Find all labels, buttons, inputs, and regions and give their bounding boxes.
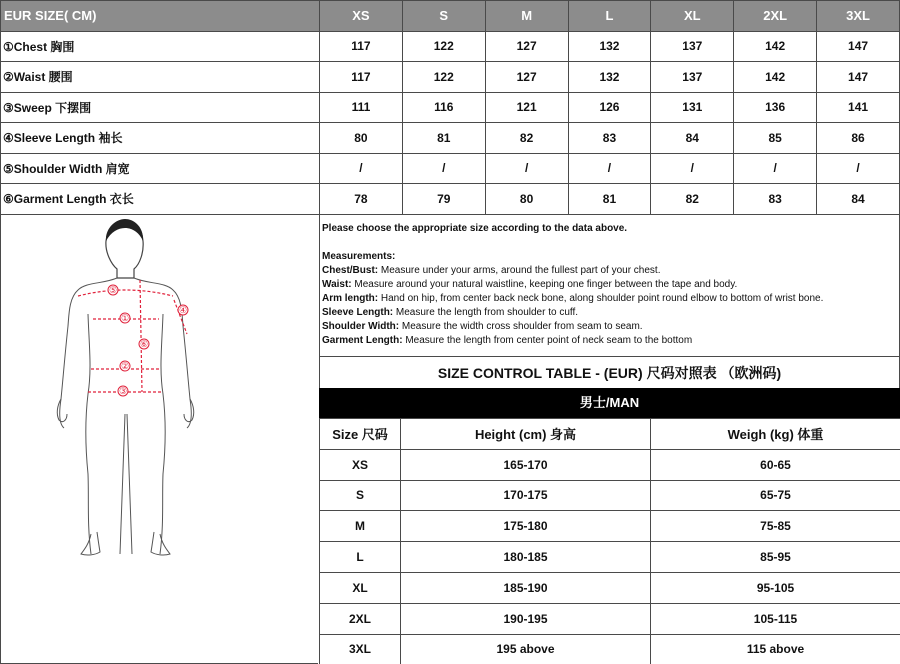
measurement-value: 80: [485, 184, 568, 215]
measurement-row: [1, 92, 900, 123]
measurements-heading: Measurements:: [322, 251, 396, 262]
measurement-value: 137: [651, 31, 734, 62]
weight-cell: 115 above: [651, 634, 900, 664]
figure-marker-3: ③: [118, 386, 128, 396]
figure-marker-2: ②: [120, 361, 130, 371]
height-cell: 185-190: [401, 572, 651, 603]
size-col-header: S: [402, 1, 485, 32]
table-row: [320, 603, 900, 634]
weight-cell: 60-65: [651, 449, 900, 480]
measurement-value: /: [651, 153, 734, 184]
measurement-value: 85: [734, 123, 817, 154]
measurement-value: 79: [402, 184, 485, 215]
measurement-value: 147: [817, 31, 900, 62]
measurement-value: /: [817, 153, 900, 184]
size-col-header: L: [568, 1, 651, 32]
measurement-row: [1, 184, 900, 215]
measurement-label: ③Sweep 下摆围: [1, 92, 320, 123]
measurement-row: [1, 31, 900, 62]
measurement-value: 84: [651, 123, 734, 154]
note-term: Garment Length:: [322, 335, 403, 346]
height-cell: 180-185: [401, 542, 651, 573]
table-row: [320, 572, 900, 603]
table-row: [320, 449, 900, 480]
size-cell: 2XL: [320, 603, 401, 634]
figure-marker-5: ⑤: [108, 285, 118, 295]
measurement-value: 82: [651, 184, 734, 215]
note-line: [322, 320, 899, 334]
measurement-value: /: [402, 153, 485, 184]
note-line: [322, 292, 899, 306]
measurement-value: 132: [568, 62, 651, 93]
size-control-title: SIZE CONTROL TABLE - (EUR) 尺码对照表 （欧洲码): [319, 356, 900, 388]
height-cell: 175-180: [401, 511, 651, 542]
measurement-value: /: [734, 153, 817, 184]
note-text: Measure the width cross shoulder from seam to seam.: [399, 321, 643, 332]
size-cell: S: [320, 480, 401, 511]
weight-cell: 95-105: [651, 572, 900, 603]
measurement-value: 127: [485, 62, 568, 93]
measurement-value: 80: [320, 123, 403, 154]
measurement-value: 78: [320, 184, 403, 215]
size-header-label: EUR SIZE( CM): [1, 1, 320, 32]
note-term: Sleeve Length:: [322, 307, 394, 318]
column-header: Size 尺码: [320, 419, 401, 450]
size-col-header: XL: [651, 1, 734, 32]
measurement-value: /: [568, 153, 651, 184]
table-row: [320, 511, 900, 542]
size-cell: XS: [320, 449, 401, 480]
weight-cell: 65-75: [651, 480, 900, 511]
column-header: Height (cm) 身高: [401, 419, 651, 450]
size-control-table: [319, 418, 900, 664]
measurement-value: 142: [734, 31, 817, 62]
size-col-header: 3XL: [817, 1, 900, 32]
figure-marker-6: ⑥: [139, 339, 149, 349]
note-term: Arm length:: [322, 293, 379, 304]
measurement-value: 137: [651, 62, 734, 93]
measurement-label: ⑤Shoulder Width 肩宽: [1, 153, 320, 184]
measurement-value: 141: [817, 92, 900, 123]
note-line: [322, 334, 899, 348]
measurement-value: 132: [568, 31, 651, 62]
measurement-value: 121: [485, 92, 568, 123]
measurement-value: 81: [568, 184, 651, 215]
measurement-value: 83: [734, 184, 817, 215]
measurement-row: [1, 123, 900, 154]
note-line: [322, 306, 899, 320]
size-col-header: 2XL: [734, 1, 817, 32]
size-cell: L: [320, 542, 401, 573]
measurement-label: ④Sleeve Length 袖长: [1, 123, 320, 154]
measurement-notes: [319, 214, 900, 356]
measurement-value: 82: [485, 123, 568, 154]
measurement-value: 81: [402, 123, 485, 154]
measurement-label: ①Chest 胸围: [1, 31, 320, 62]
figure-marker-1: ①: [120, 313, 130, 323]
measurement-row: [1, 62, 900, 93]
note-text: Measure the length from center point of neck seam to the bottom: [402, 335, 693, 346]
table-row: [320, 542, 900, 573]
size-cell: M: [320, 511, 401, 542]
measurement-value: 117: [320, 31, 403, 62]
measurement-value: /: [485, 153, 568, 184]
weight-cell: 105-115: [651, 603, 900, 634]
note-text: Measure the length from shoulder to cuff.: [393, 307, 579, 318]
measurement-row: [1, 153, 900, 184]
note-term: Chest/Bust:: [322, 265, 379, 276]
measurement-value: 84: [817, 184, 900, 215]
height-cell: 165-170: [401, 449, 651, 480]
measurement-value: 117: [320, 62, 403, 93]
weight-cell: 75-85: [651, 511, 900, 542]
table-row: [320, 480, 900, 511]
measurement-value: 147: [817, 62, 900, 93]
measurement-value: 142: [734, 62, 817, 93]
size-cell: XL: [320, 572, 401, 603]
note-text: Measure under your arms, around the fullest part of your chest.: [378, 265, 661, 276]
size-col-header: XS: [320, 1, 403, 32]
measurement-value: 122: [402, 31, 485, 62]
weight-cell: 85-95: [651, 542, 900, 573]
note-text: Measure around your natural waistline, keeping one finger between the tape and body.: [351, 279, 738, 290]
note-line: [322, 278, 899, 292]
measurement-value: 116: [402, 92, 485, 123]
measurement-value: 131: [651, 92, 734, 123]
note-line: [322, 264, 899, 278]
size-header-row: [1, 1, 900, 32]
size-col-header: M: [485, 1, 568, 32]
size-cell: 3XL: [320, 634, 401, 664]
table-row: [320, 634, 900, 664]
column-header: Weigh (kg) 体重: [651, 419, 900, 450]
body-measurement-figure: [0, 214, 318, 664]
measurement-value: 111: [320, 92, 403, 123]
size-control-header-row: [320, 419, 900, 450]
measurement-label: ②Waist 腰围: [1, 62, 320, 93]
size-chart-table: [0, 0, 900, 215]
figure-marker-4: ④: [178, 305, 188, 315]
height-cell: 170-175: [401, 480, 651, 511]
measurement-value: 83: [568, 123, 651, 154]
notes-headline: Please choose the appropriate size according to the data above.: [322, 223, 628, 234]
measurement-value: 86: [817, 123, 900, 154]
note-text: Hand on hip, from center back neck bone, along shoulder point round elbow to bottom of wrist bone.: [378, 293, 824, 304]
measurement-label: ⑥Garment Length 衣长: [1, 184, 320, 215]
measurement-value: 122: [402, 62, 485, 93]
note-term: Waist:: [322, 279, 352, 290]
height-cell: 195 above: [401, 634, 651, 664]
gender-band: 男士/MAN: [319, 388, 900, 418]
measurement-value: 127: [485, 31, 568, 62]
measurement-value: 126: [568, 92, 651, 123]
note-term: Shoulder Width:: [322, 321, 400, 332]
measurement-value: /: [320, 153, 403, 184]
measurement-value: 136: [734, 92, 817, 123]
height-cell: 190-195: [401, 603, 651, 634]
body-outline-illustration: [1, 214, 319, 664]
